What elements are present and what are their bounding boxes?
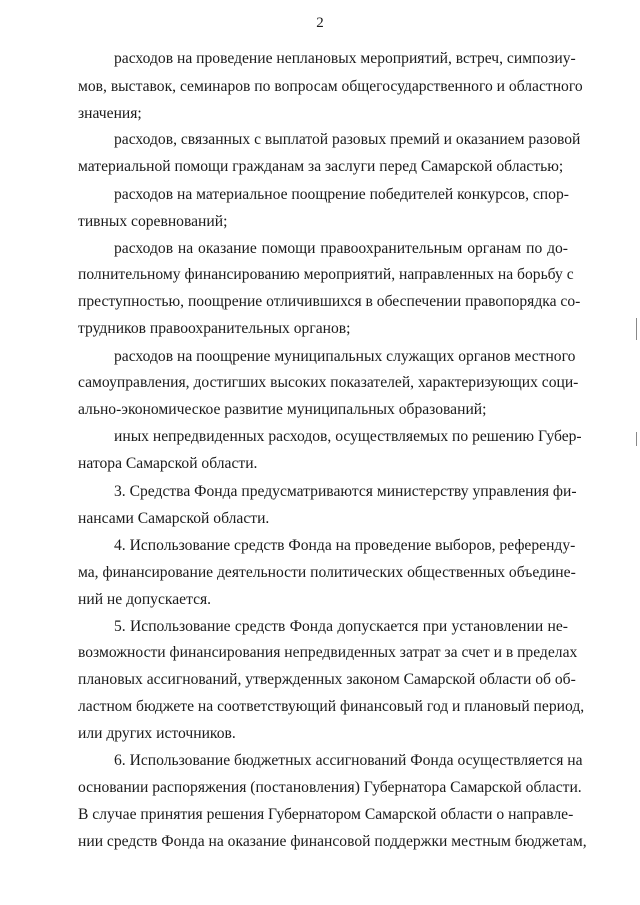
text-line: значения; — [78, 105, 142, 122]
text-line: ний не допускается. — [78, 591, 212, 608]
scan-artifact — [636, 432, 637, 446]
text-line: основании распоряжения (постановления) Губернатора Самарской области. — [78, 779, 582, 796]
text-line: расходов на оказание помощи правоохранительным органам по до- — [114, 240, 568, 257]
text-line: полнительному финансированию мероприятий, направленных на борьбу с — [78, 266, 574, 283]
text-line: трудников правоохранительных органов; — [78, 320, 351, 337]
text-line: тивных соревнований; — [78, 213, 228, 230]
text-line: расходов, связанных с выплатой разовых премий и оказанием разовой — [114, 131, 581, 148]
text-line: 3. Средства Фонда предусматриваются министерству управления фи- — [114, 483, 577, 500]
text-line: возможности финансирования непредвиденных затрат за счет и в пределах — [78, 644, 578, 661]
text-line: нии средств Фонда на оказание финансовой поддержки местным бюджетам, — [78, 833, 587, 850]
text-line: или других источников. — [78, 725, 236, 742]
text-line: ма, финансирование деятельности политических общественных объедине- — [78, 564, 576, 581]
text-line: натора Самарской области. — [78, 455, 258, 472]
text-line: самоуправления, достигших высоких показателей, характеризующих соци- — [78, 374, 579, 391]
text-line: плановых ассигнований, утвержденных законом Самарской области об об- — [78, 671, 576, 688]
text-line: 4. Использование средств Фонда на проведение выборов, референду- — [114, 537, 576, 554]
text-line: материальной помощи гражданам за заслуги перед Самарской областью; — [78, 158, 564, 175]
text-line: мов, выставок, семинаров по вопросам общегосударственного и областного — [78, 78, 583, 95]
text-line: ально-экономическое развитие муниципальных образований; — [78, 401, 487, 418]
scan-artifact — [636, 318, 637, 340]
text-line: преступностью, поощрение отличившихся в обеспечении правопорядка со- — [78, 293, 581, 310]
text-line: нансами Самарской области. — [78, 510, 270, 527]
text-line: расходов на проведение неплановых мероприятий, встреч, симпозиу- — [114, 50, 576, 67]
page-number: 2 — [316, 15, 324, 31]
text-line: расходов на поощрение муниципальных служащих органов местного — [114, 348, 576, 365]
text-line: 6. Использование бюджетных ассигнований Фонда осуществляется на — [114, 752, 583, 769]
text-line: В случае принятия решения Губернатором Самарской области о направле- — [78, 806, 574, 823]
text-line: расходов на материальное поощрение победителей конкурсов, спор- — [114, 186, 569, 203]
text-line: 5. Использование средств Фонда допускается при установлении не- — [114, 618, 568, 635]
text-line: ластном бюджете на соответствующий финансовый год и плановый период, — [78, 698, 585, 715]
text-line: иных непредвиденных расходов, осуществляемых по решению Губер- — [114, 428, 582, 445]
